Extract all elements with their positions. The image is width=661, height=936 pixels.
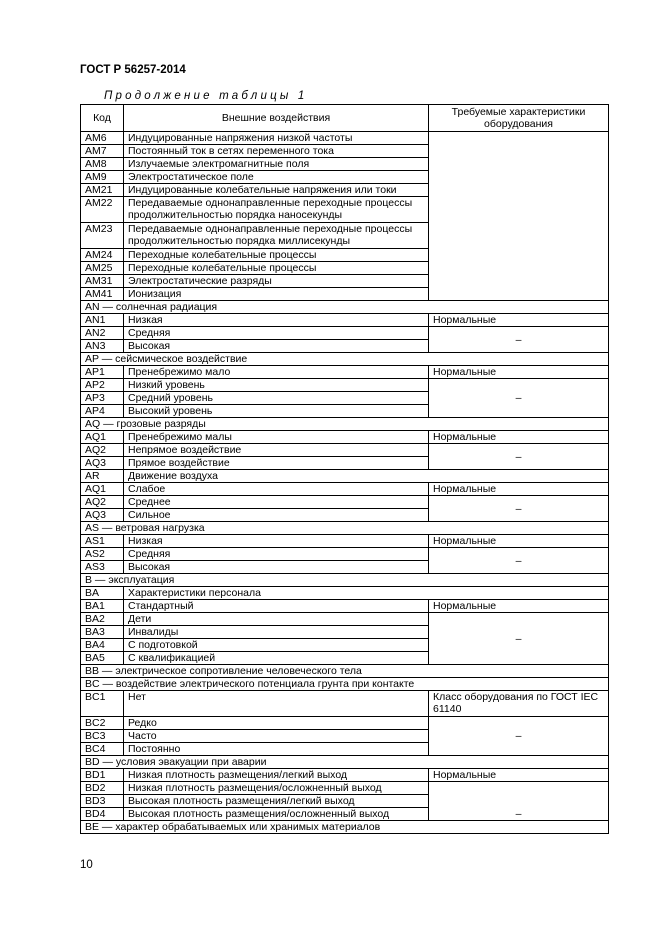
section-row: [81, 353, 609, 366]
table-row: [81, 613, 609, 626]
row-code: BA4: [81, 639, 124, 652]
requirements-dash: –: [429, 782, 609, 821]
row-impact: Передаваемые однонаправленные переходные процессы продолжительностью порядка наносекунды: [124, 197, 429, 223]
section-row: [81, 821, 609, 834]
row-impact: Низкая плотность размещения/легкий выход: [124, 769, 429, 782]
table-row: [81, 379, 609, 392]
row-impact: Нет: [124, 691, 429, 717]
table-row: [81, 548, 609, 561]
row-impact: Передаваемые однонаправленные переходные процессы продолжительностью порядка миллисекунды: [124, 223, 429, 249]
section-heading: BB — электрическое сопротивление человеческого тела: [81, 665, 609, 678]
row-impact: Высокая плотность размещения/осложненный выход: [124, 808, 429, 821]
row-code: AM7: [81, 145, 124, 158]
row-code: AP4: [81, 405, 124, 418]
table-row: [81, 314, 609, 327]
row-code: BC3: [81, 730, 124, 743]
requirements-normal: Нормальные: [429, 769, 609, 782]
section-heading: AS — ветровая нагрузка: [81, 522, 609, 535]
table-row: [81, 600, 609, 613]
row-impact: Высокая: [124, 340, 429, 353]
section-heading: AP — сейсмическое воздействие: [81, 353, 609, 366]
column-header-requirements: Требуемые характеристики оборудования: [429, 105, 609, 132]
row-impact: Низкая: [124, 314, 429, 327]
row-code: AR: [81, 470, 124, 483]
row-code: AM6: [81, 132, 124, 145]
row-impact: С подготовкой: [124, 639, 429, 652]
section-heading: BC — воздействие электрического потенциала грунта при контакте: [81, 678, 609, 691]
row-code: AS1: [81, 535, 124, 548]
row-impact: Дети: [124, 613, 429, 626]
row-code: AQ3: [81, 509, 124, 522]
row-impact: Среднее: [124, 496, 429, 509]
row-code: BD1: [81, 769, 124, 782]
section-row: [81, 756, 609, 769]
row-impact: Постоянно: [124, 743, 429, 756]
row-code: BD3: [81, 795, 124, 808]
row-code: AM9: [81, 171, 124, 184]
requirements-dash: –: [429, 548, 609, 574]
row-impact: Пренебрежимо малы: [124, 431, 429, 444]
row-code: AM41: [81, 288, 124, 301]
section-heading: B — эксплуатация: [81, 574, 609, 587]
row-code: AQ3: [81, 457, 124, 470]
row-code: AM31: [81, 275, 124, 288]
section-row: [81, 678, 609, 691]
row-impact: Слабое: [124, 483, 429, 496]
table-row: [81, 483, 609, 496]
row-impact: Электростатические разряды: [124, 275, 429, 288]
document-header: ГОСТ Р 56257-2014: [80, 64, 186, 76]
requirements-normal: Нормальные: [429, 600, 609, 613]
row-code: AS3: [81, 561, 124, 574]
row-code: BC2: [81, 717, 124, 730]
row-code: AM8: [81, 158, 124, 171]
column-header-impact: Внешние воздействия: [124, 105, 429, 132]
row-impact: С квалификацией: [124, 652, 429, 665]
row-code: BD4: [81, 808, 124, 821]
row-impact: Средняя: [124, 327, 429, 340]
row-code: BC1: [81, 691, 124, 717]
table-row: [81, 366, 609, 379]
row-impact: Излучаемые электромагнитные поля: [124, 158, 429, 171]
row-code: AN3: [81, 340, 124, 353]
row-impact: Ионизация: [124, 288, 429, 301]
requirements-dash: –: [429, 327, 609, 353]
row-impact: Электростатическое поле: [124, 171, 429, 184]
table-caption: Продолжение таблицы 1: [104, 90, 308, 102]
section-row: [81, 470, 609, 483]
section-row: [81, 418, 609, 431]
row-impact: Низкая плотность размещения/осложненный выход: [124, 782, 429, 795]
requirements-dash: –: [429, 613, 609, 665]
row-code: AQ1: [81, 483, 124, 496]
row-impact: Высокий уровень: [124, 405, 429, 418]
row-impact: Сильное: [124, 509, 429, 522]
table-row: [81, 535, 609, 548]
section-row: [81, 301, 609, 314]
requirements-dash: –: [429, 444, 609, 470]
row-impact: Средний уровень: [124, 392, 429, 405]
row-code: AN1: [81, 314, 124, 327]
table-row: [81, 782, 609, 795]
row-impact: Высокая: [124, 561, 429, 574]
table-row: [81, 691, 609, 717]
row-impact: Высокая плотность размещения/легкий выход: [124, 795, 429, 808]
row-code: AS2: [81, 548, 124, 561]
row-impact: Стандартный: [124, 600, 429, 613]
row-impact: Переходные колебательные процессы: [124, 249, 429, 262]
row-impact: Переходные колебательные процессы: [124, 262, 429, 275]
row-impact: Инвалиды: [124, 626, 429, 639]
row-code: AP3: [81, 392, 124, 405]
row-code: AP2: [81, 379, 124, 392]
row-code: AN2: [81, 327, 124, 340]
row-impact: Часто: [124, 730, 429, 743]
row-impact: Прямое воздействие: [124, 457, 429, 470]
row-code: AM22: [81, 197, 124, 223]
requirements-normal: Нормальные: [429, 314, 609, 327]
row-impact: Характеристики персонала: [124, 587, 609, 600]
row-code: AM25: [81, 262, 124, 275]
table-row: [81, 769, 609, 782]
table-row: [81, 327, 609, 340]
row-impact: Постоянный ток в сетях переменного тока: [124, 145, 429, 158]
requirements-dash: –: [429, 717, 609, 756]
row-impact: Движение воздуха: [124, 470, 609, 483]
section-row: [81, 574, 609, 587]
requirements-normal: Нормальные: [429, 535, 609, 548]
requirements-dash: –: [429, 379, 609, 418]
row-code: AM24: [81, 249, 124, 262]
row-impact: Средняя: [124, 548, 429, 561]
row-code: AP1: [81, 366, 124, 379]
section-row: [81, 522, 609, 535]
section-row: [81, 587, 609, 600]
row-code: BA2: [81, 613, 124, 626]
row-code: AM21: [81, 184, 124, 197]
row-code: BA: [81, 587, 124, 600]
table-row: [81, 496, 609, 509]
row-code: BD2: [81, 782, 124, 795]
row-code: BA5: [81, 652, 124, 665]
row-impact: Низкая: [124, 535, 429, 548]
requirements-cell-empty: [429, 132, 609, 301]
table-header-row: [81, 105, 609, 132]
row-impact: Непрямое воздействие: [124, 444, 429, 457]
row-code: AM23: [81, 223, 124, 249]
requirements-equipment-class: Класс оборудования по ГОСТ IEC 61140: [429, 691, 609, 717]
table-row: [81, 431, 609, 444]
row-code: AQ2: [81, 444, 124, 457]
row-impact: Индуцированные колебательные напряжения или токи: [124, 184, 429, 197]
section-heading: BD — условия эвакуации при аварии: [81, 756, 609, 769]
row-code: BA1: [81, 600, 124, 613]
requirements-table: [80, 104, 609, 834]
row-code: BC4: [81, 743, 124, 756]
requirements-normal: Нормальные: [429, 431, 609, 444]
requirements-normal: Нормальные: [429, 366, 609, 379]
row-impact: Индуцированные напряжения низкой частоты: [124, 132, 429, 145]
section-row: [81, 665, 609, 678]
row-code: AQ2: [81, 496, 124, 509]
column-header-code: Код: [81, 105, 124, 132]
table-row: [81, 717, 609, 730]
page-number: 10: [80, 859, 93, 871]
requirements-normal: Нормальные: [429, 483, 609, 496]
row-impact: Редко: [124, 717, 429, 730]
row-code: AQ1: [81, 431, 124, 444]
row-impact: Низкий уровень: [124, 379, 429, 392]
table-row: [81, 132, 609, 145]
table-row: [81, 444, 609, 457]
section-heading: AQ — грозовые разряды: [81, 418, 609, 431]
requirements-dash: –: [429, 496, 609, 522]
row-code: BA3: [81, 626, 124, 639]
section-heading: AN — солнечная радиация: [81, 301, 609, 314]
section-heading: BE — характер обрабатываемых или хранимых материалов: [81, 821, 609, 834]
row-impact: Пренебрежимо мало: [124, 366, 429, 379]
